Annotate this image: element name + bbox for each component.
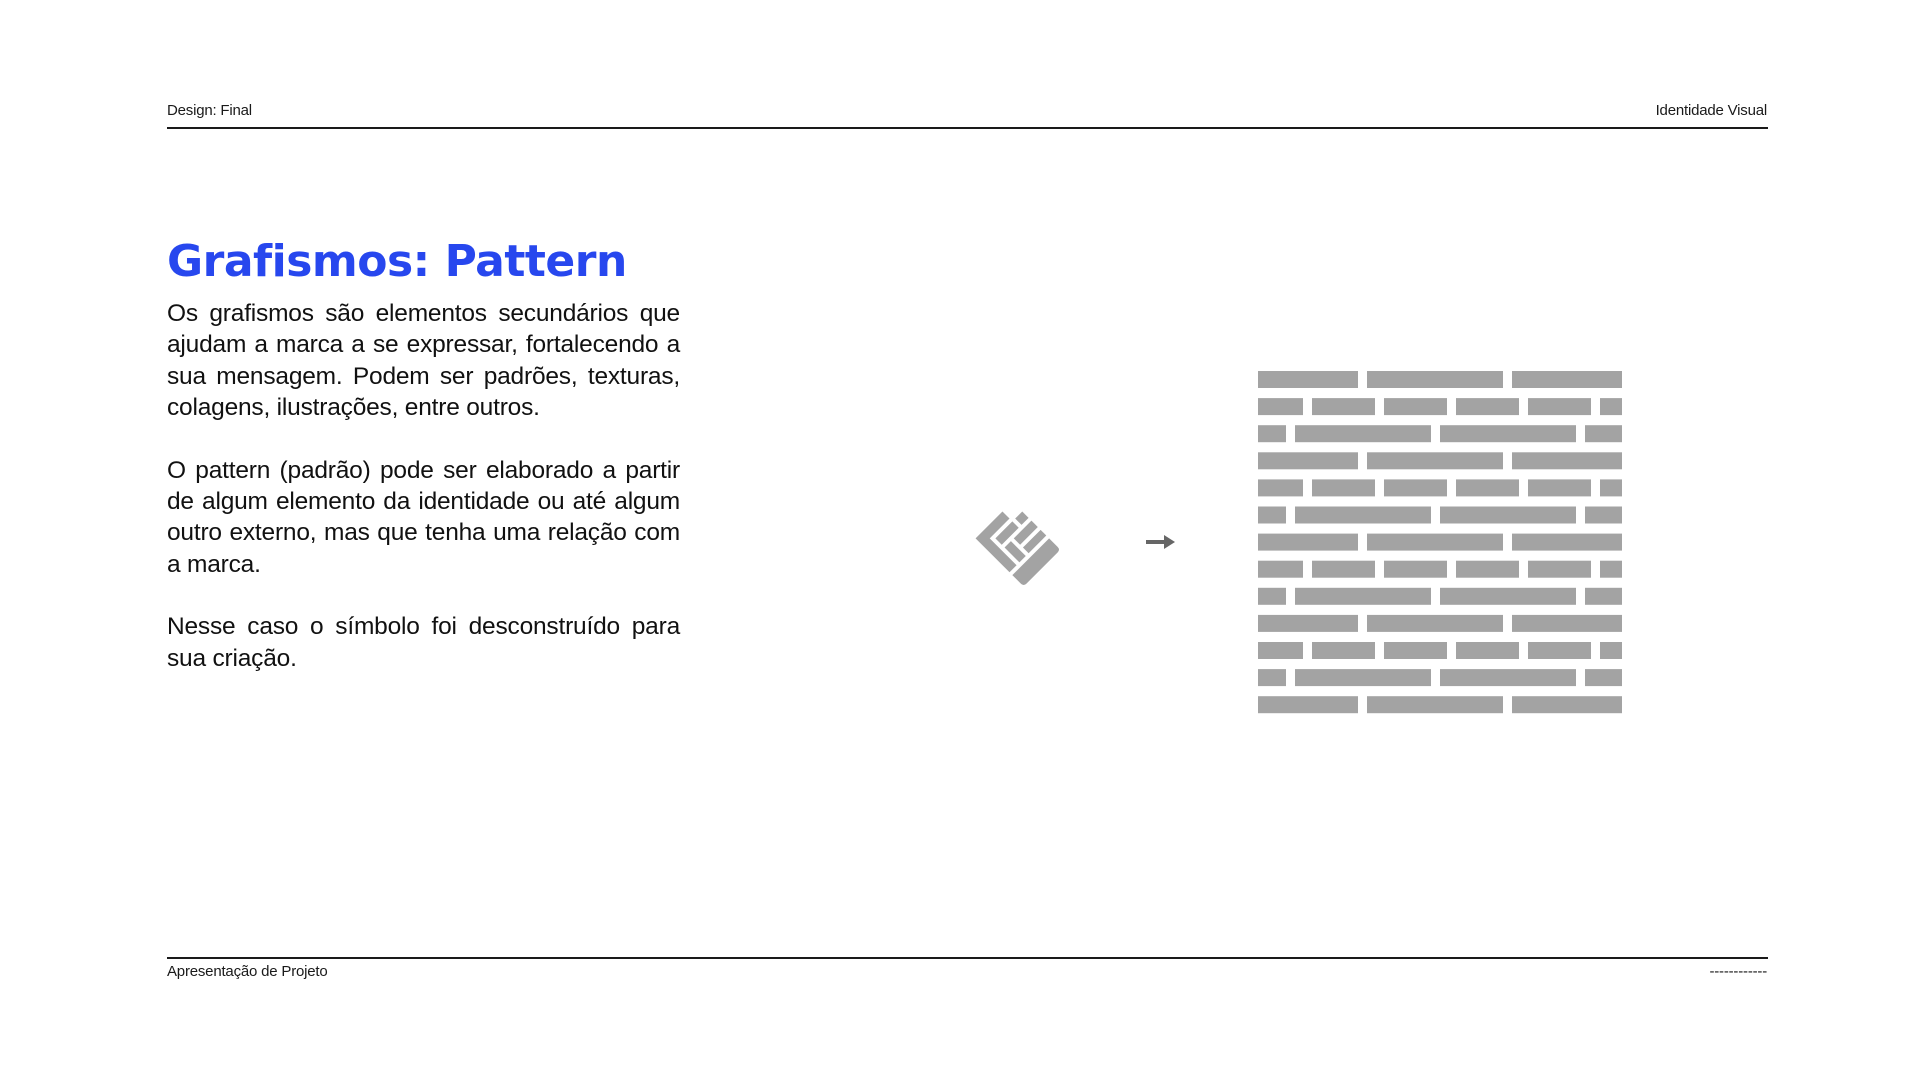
paragraph-pattern: O pattern (padrão) pode ser elaborado a partir de algum elemento da identidade ou até algum outro externo, mas que tenha uma relação com a marca. <box>167 456 680 578</box>
pattern-brick <box>1312 561 1375 578</box>
pattern-brick <box>1367 452 1503 469</box>
pattern-brick <box>1258 615 1358 632</box>
pattern-brick <box>1456 561 1519 578</box>
pattern-brick <box>1258 588 1286 605</box>
pattern-brick <box>1440 507 1576 524</box>
pattern-brick <box>1384 642 1447 659</box>
body-text <box>167 298 680 705</box>
pattern-brick <box>1512 452 1622 469</box>
pattern-brick <box>1295 588 1431 605</box>
pattern-brick <box>1528 561 1591 578</box>
pattern-brick <box>1512 696 1622 713</box>
pattern-brick <box>1295 507 1431 524</box>
pattern-brick <box>1367 534 1503 551</box>
pattern-brick <box>1312 398 1375 415</box>
pattern-brick <box>1456 642 1519 659</box>
pattern-brick <box>1528 479 1591 496</box>
pattern-brick <box>1585 507 1622 524</box>
footer-page-indicator: ------------ <box>1709 963 1767 980</box>
right-arrow-icon <box>1146 534 1176 550</box>
pattern-brick <box>1295 425 1431 442</box>
pattern-brick <box>1440 669 1576 686</box>
paragraph-intro: Os grafismos são elementos secundários que ajudam a marca a se expressar, fortalecendo a sua mensagem. Podem ser padrões, texturas, colagens, ilustrações, entre outros. <box>167 300 680 422</box>
header-project-stage: Design: Final <box>167 102 252 119</box>
paragraph-conclusion: Nesse caso o símbolo foi desconstruído para sua criação. <box>167 613 680 672</box>
pattern-brick <box>1258 534 1358 551</box>
pattern-brick <box>1600 479 1622 496</box>
footer-divider <box>167 957 1768 959</box>
pattern-brick <box>1312 642 1375 659</box>
pattern-brick <box>1258 479 1303 496</box>
pattern-brick <box>1600 561 1622 578</box>
pattern-brick <box>1367 615 1503 632</box>
pattern-brick <box>1258 398 1303 415</box>
pattern-brick <box>1384 561 1447 578</box>
pattern-brick <box>1528 642 1591 659</box>
pattern-brick <box>1456 398 1519 415</box>
pattern-brick <box>1384 479 1447 496</box>
pattern-brick <box>1585 425 1622 442</box>
pattern-brick <box>1585 588 1622 605</box>
pattern-brick <box>1456 479 1519 496</box>
pattern-brick <box>1258 642 1303 659</box>
footer-project-label: Apresentação de Projeto <box>167 963 328 980</box>
pattern-brick <box>1258 371 1358 388</box>
pattern-brick <box>1384 398 1447 415</box>
header-divider <box>167 127 1768 129</box>
pattern-brick <box>1258 561 1303 578</box>
pattern-brick <box>1600 642 1622 659</box>
header-section-name: Identidade Visual <box>1655 102 1767 119</box>
pattern-brick <box>1440 425 1576 442</box>
pattern-brick <box>1258 696 1358 713</box>
pattern-brick <box>1585 669 1622 686</box>
pattern-brick <box>1258 452 1358 469</box>
pattern-brick <box>1440 588 1576 605</box>
pattern-brick <box>1258 669 1286 686</box>
pattern-brick <box>1295 669 1431 686</box>
brick-pattern-graphic <box>1258 371 1622 716</box>
pattern-brick <box>1600 398 1622 415</box>
pattern-brick <box>1258 507 1286 524</box>
pattern-brick <box>1512 615 1622 632</box>
pattern-brick <box>1312 479 1375 496</box>
brand-symbol-icon <box>968 490 1068 598</box>
pattern-brick <box>1512 534 1622 551</box>
pattern-brick <box>1258 425 1286 442</box>
pattern-brick <box>1512 371 1622 388</box>
pattern-brick <box>1528 398 1591 415</box>
pattern-brick <box>1367 371 1503 388</box>
page-title: Grafismos: Pattern <box>167 236 627 287</box>
pattern-brick <box>1367 696 1503 713</box>
